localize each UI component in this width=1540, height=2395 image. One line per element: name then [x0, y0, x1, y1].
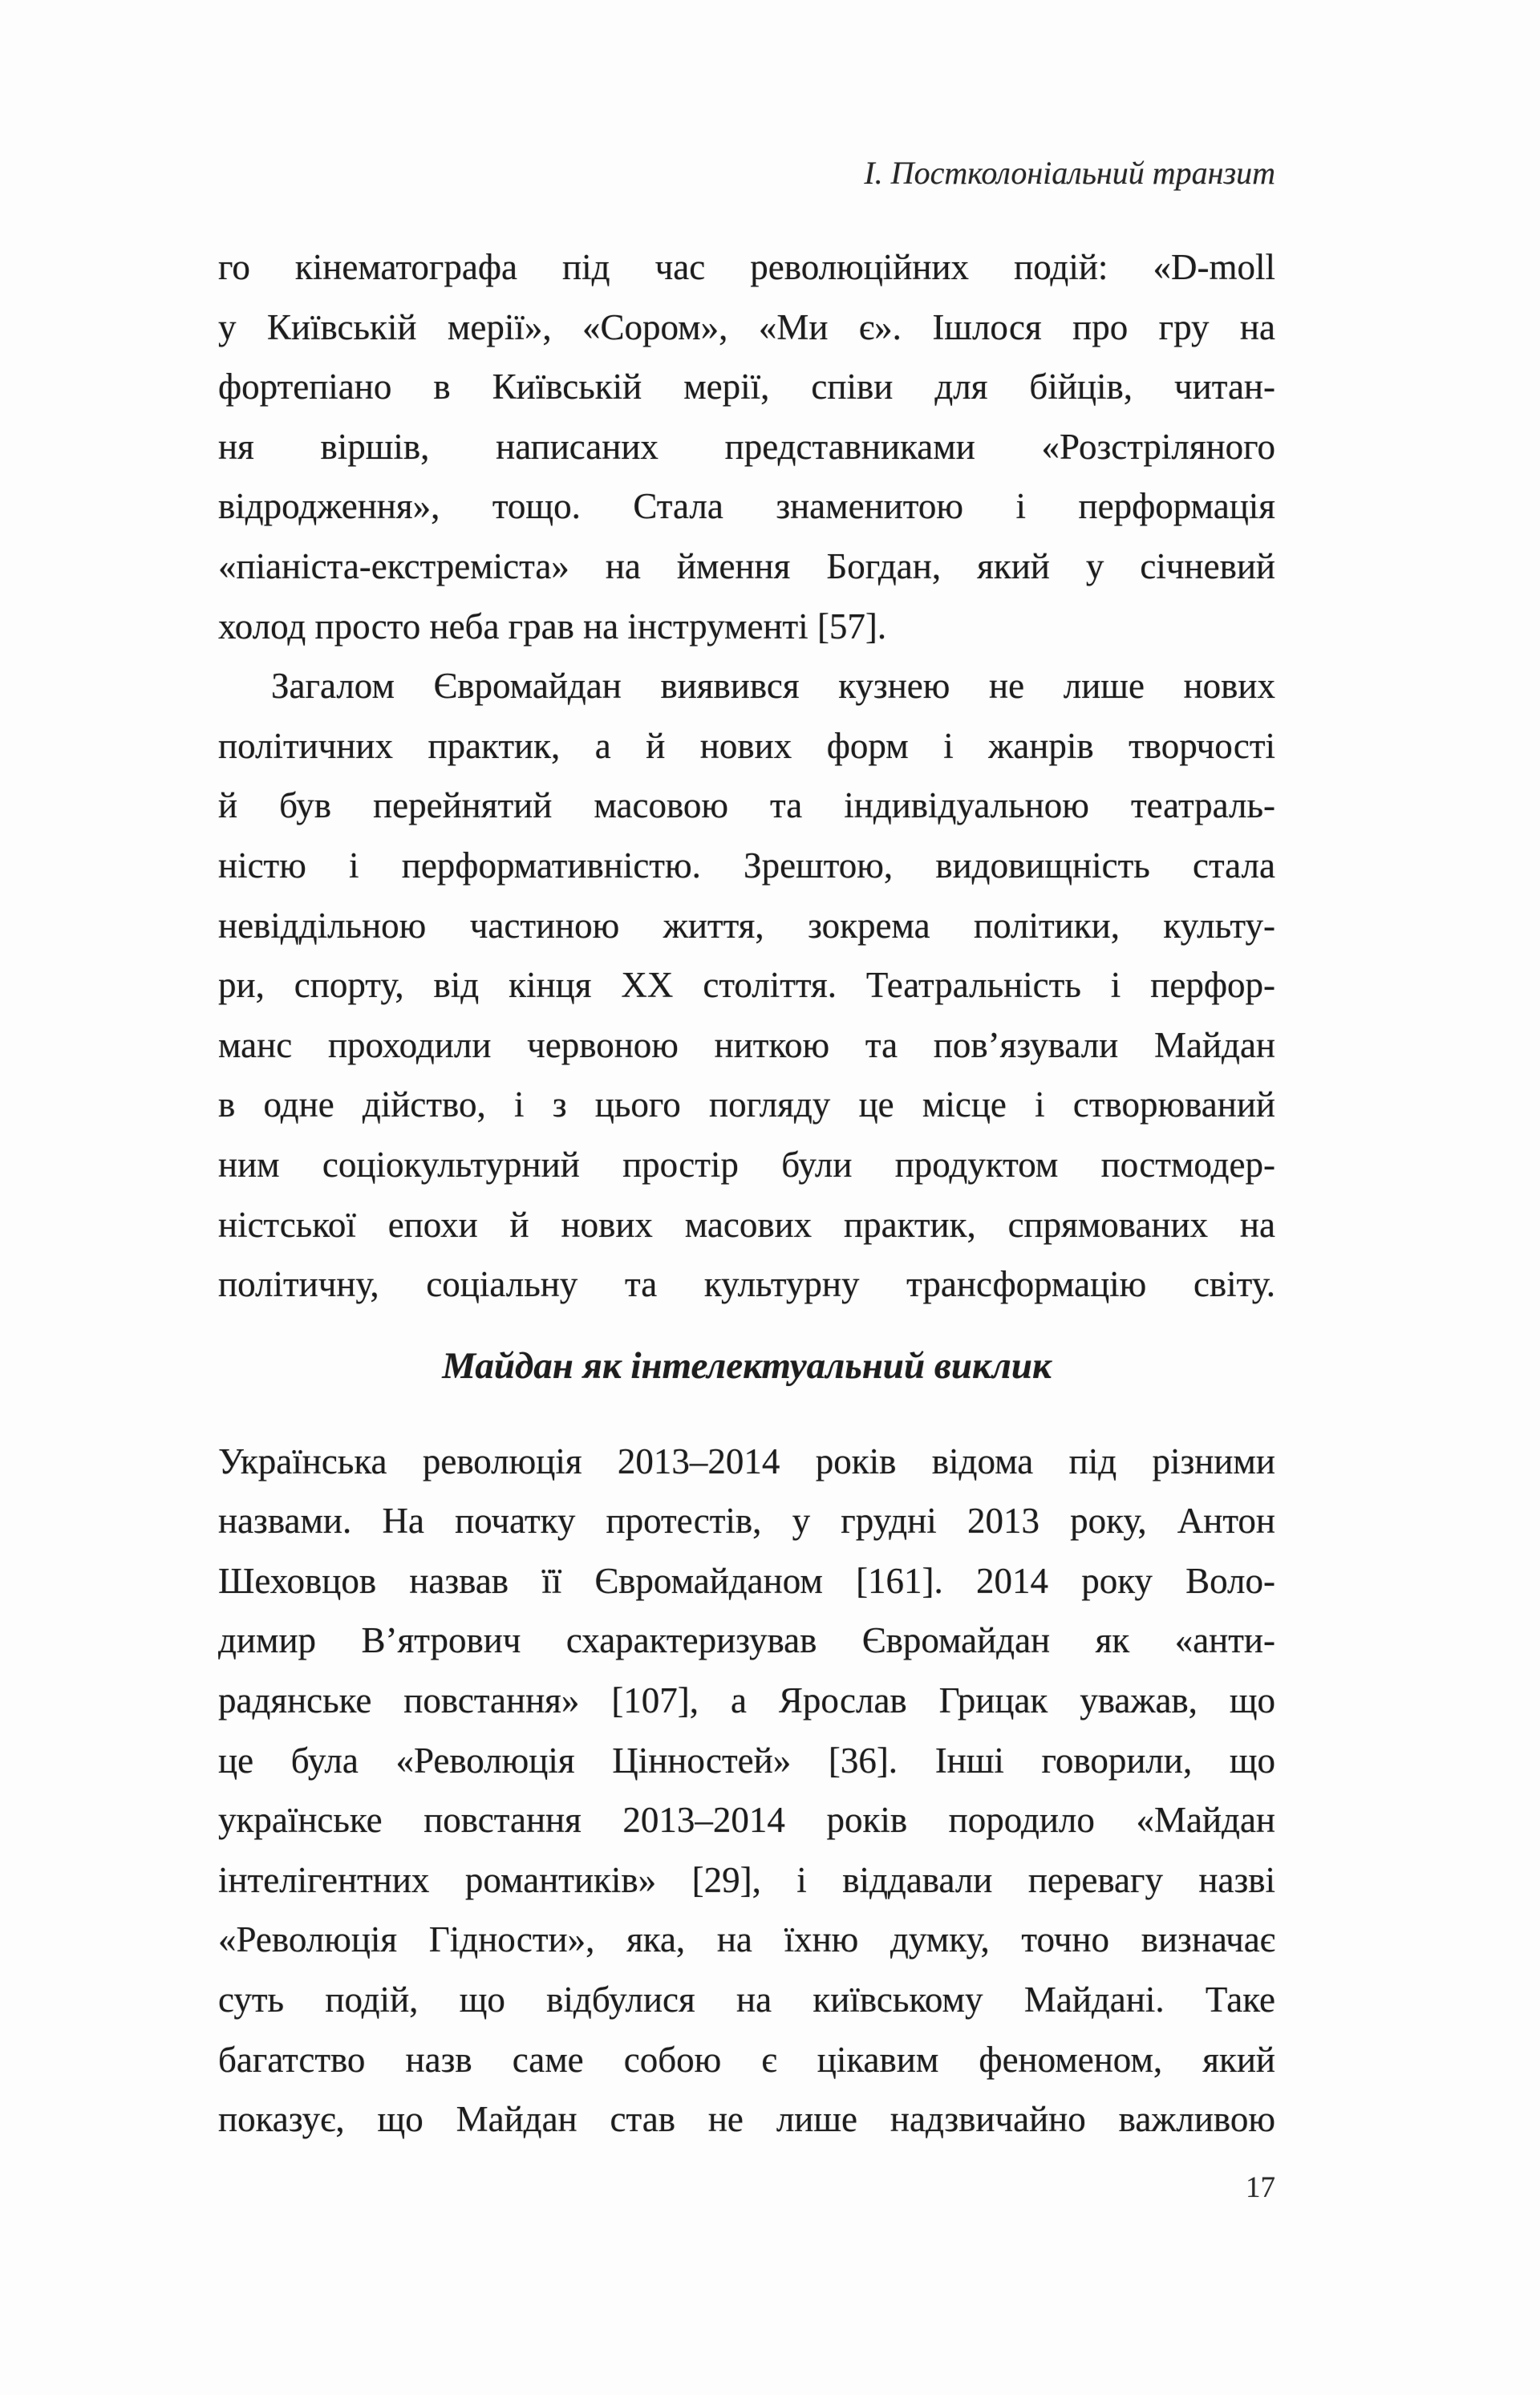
text-line: показує, що Майдан став не лише надзвичайно важливою — [218, 2099, 1275, 2140]
text-line: інтелігентних романтиків» [29], і віддавали перевагу назві — [218, 1859, 1275, 1900]
text-line: Шеховцов назвав її Євромайданом [161]. 2014 року Воло- — [218, 1560, 1275, 1601]
text-line: це була «Революція Цінностей» [36]. Інші говорили, що — [218, 1740, 1275, 1781]
paragraph — [218, 1432, 1275, 2150]
text-line: холод просто неба грав на інструменті [57]. — [218, 606, 887, 646]
page-number: 17 — [1246, 2171, 1275, 2204]
body-paragraphs-before-heading — [218, 237, 1275, 1315]
text-line: назвами. На початку протестів, у грудні 2013 року, Антон — [218, 1501, 1275, 1542]
text-line: в одне дійство, і з цього погляду це місце і створюваний — [218, 1084, 1275, 1125]
paragraph — [218, 656, 1275, 1315]
text-block — [218, 237, 1275, 2150]
text-line: політичну, соціальну та культурну трансформацію світу. — [218, 1264, 1275, 1305]
text-line: ня віршів, написаних представниками «Розстріляного — [218, 426, 1275, 467]
text-line: відродження», тощо. Стала знаменитою і перформація — [218, 486, 1275, 527]
text-line: ри, спорту, від кінця XX століття. Театральність і перфор- — [218, 965, 1275, 1006]
text-line: й був перейнятий масовою та індивідуальною театраль- — [218, 785, 1275, 826]
text-line: го кінематографа під час революційних подій: «D-moll — [218, 247, 1275, 287]
text-line: «Революція Гідности», яка, на їхню думку, точно визначає — [218, 1919, 1275, 1960]
text-line: фортепіано в Київській мерії, співи для бійців, читан- — [218, 367, 1275, 407]
text-line: ністської епохи й нових масових практик, спрямованих на — [218, 1204, 1275, 1245]
text-line: багатство назв саме собою є цікавим феноменом, який — [218, 2039, 1275, 2080]
paragraph — [218, 237, 1275, 656]
text-line: Українська революція 2013–2014 років відома під різними — [218, 1441, 1275, 1481]
text-line: українське повстання 2013–2014 років породило «Майдан — [218, 1800, 1275, 1841]
section-heading: Майдан як інтелектуальний виклик — [442, 1344, 1052, 1387]
text-line: Загалом Євромайдан виявився кузнею не лише нових — [271, 666, 1275, 707]
text-line: ним соціокультурний простір були продуктом постмодер- — [218, 1144, 1275, 1185]
text-line: ністю і перформативністю. Зрештою, видовищність стала — [218, 845, 1275, 885]
text-line: суть подій, що відбулися на київському Майдані. Таке — [218, 1980, 1275, 2020]
text-line: димир В’ятрович схарактеризував Євромайдан як «анти- — [218, 1620, 1275, 1661]
text-line: радянське повстання» [107], а Ярослав Грицак уважав, що — [218, 1680, 1275, 1721]
text-line: у Київській мерії», «Сором», «Ми є». Ішлося про гру на — [218, 306, 1275, 347]
body-paragraphs-after-heading — [218, 1432, 1275, 2150]
text-line: невіддільною частиною життя, зокрема політики, культу- — [218, 905, 1275, 946]
text-line: манс проходили червоною ниткою та пов’язували Майдан — [218, 1024, 1275, 1065]
running-head: І. Постколоніальний транзит — [864, 155, 1275, 191]
text-line: політичних практик, а й нових форм і жанрів творчості — [218, 725, 1275, 766]
text-line: «піаніста-екстреміста» на ймення Богдан, який у січневий — [218, 545, 1275, 586]
